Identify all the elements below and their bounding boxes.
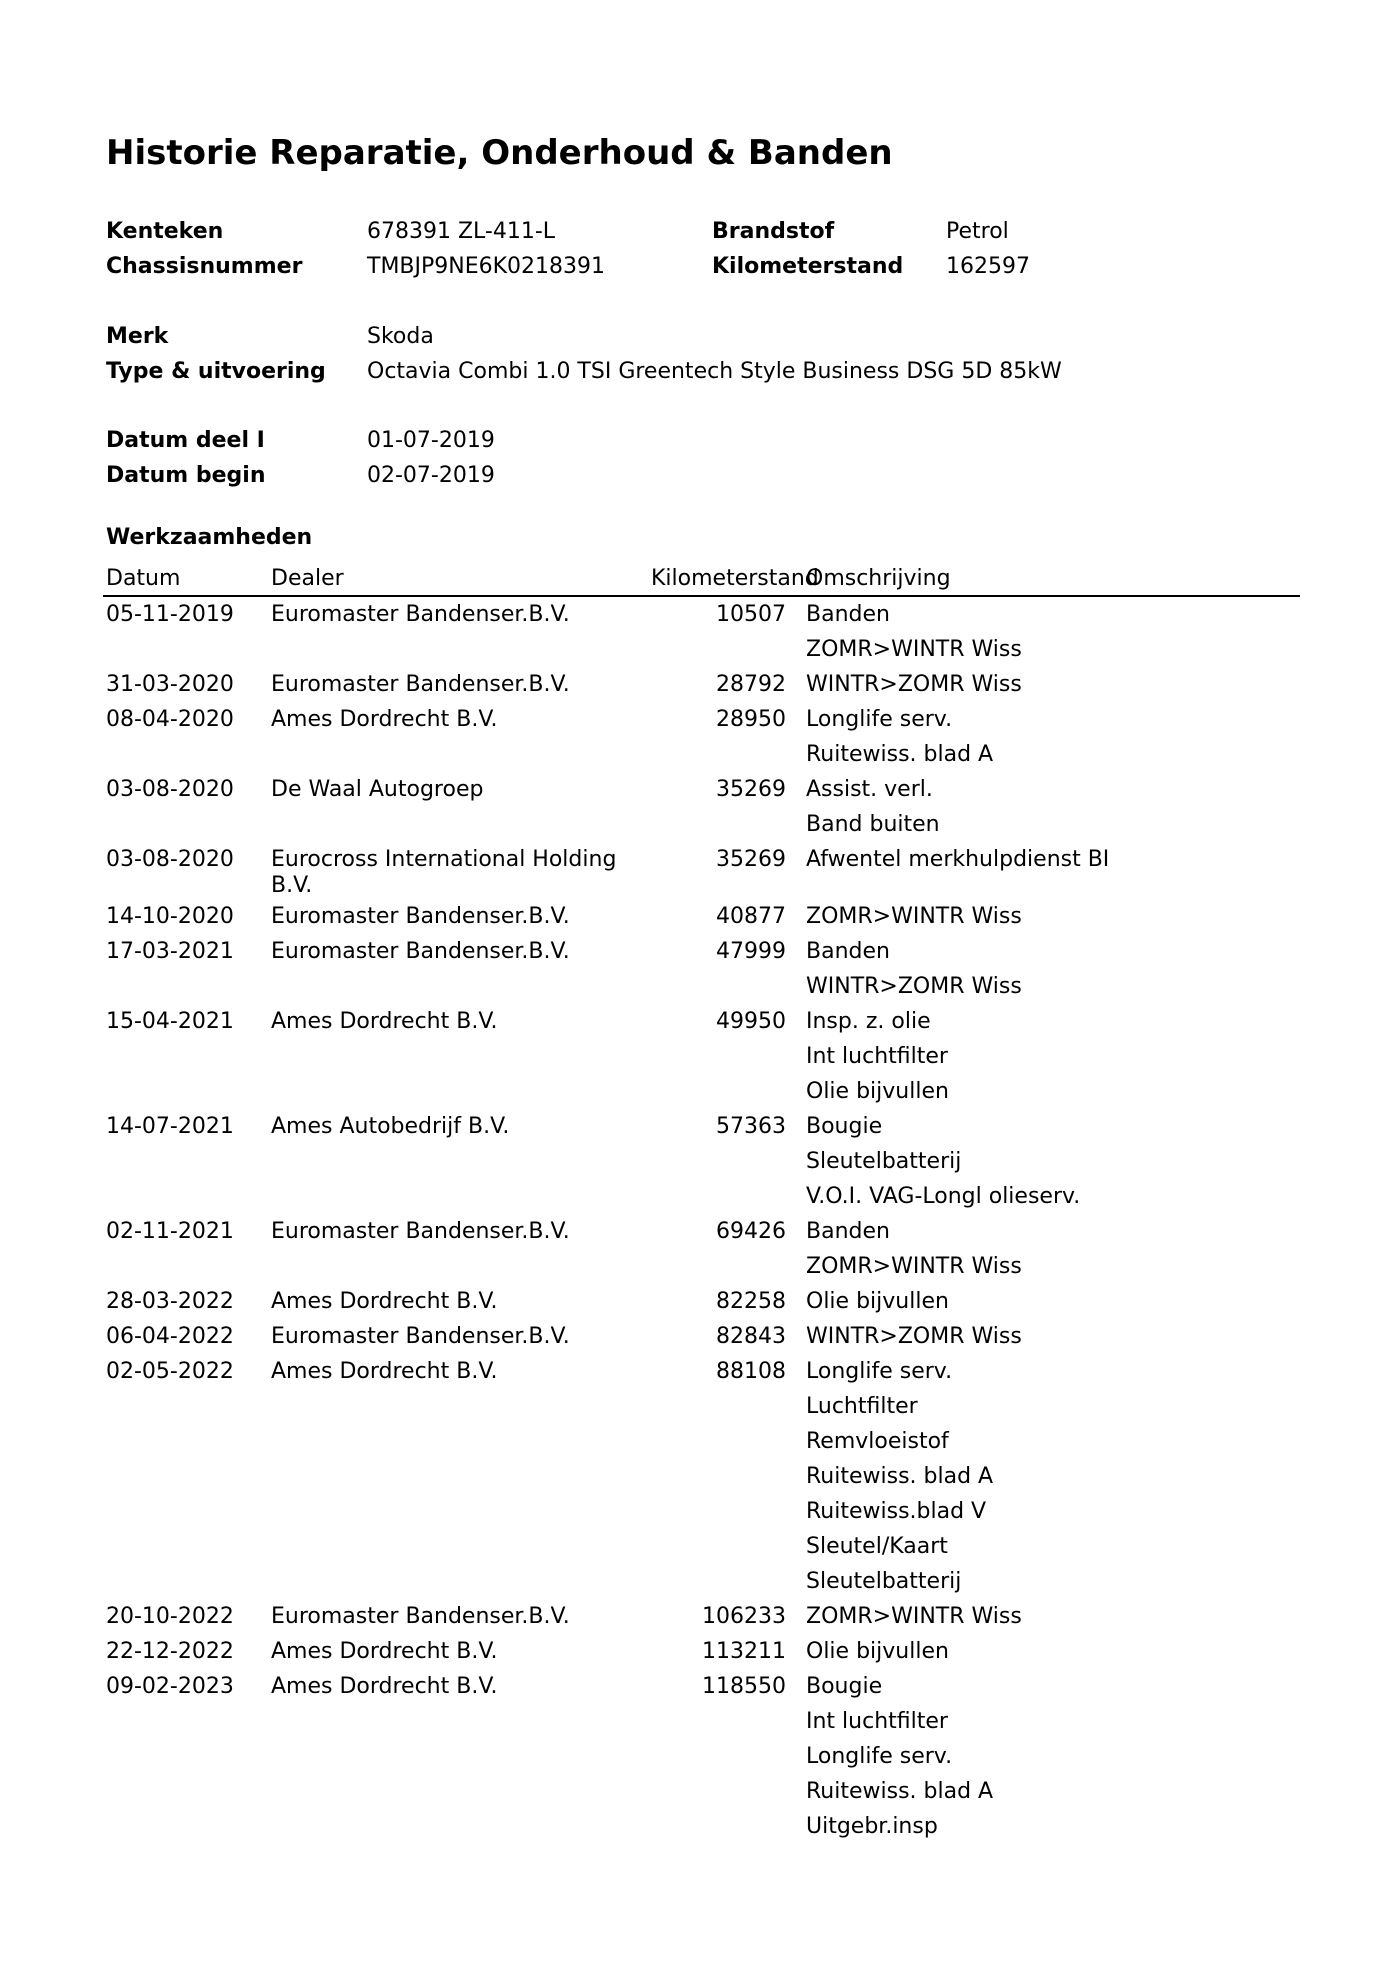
omschrijving-line: ZOMR>WINTR Wiss <box>806 904 1022 929</box>
row-kilometerstand: 113211 <box>702 1639 786 1664</box>
omschrijving-line: Uitgebr.insp <box>806 1814 938 1839</box>
datum-deel-label: Datum deel I <box>106 428 265 453</box>
omschrijving-line: WINTR>ZOMR Wiss <box>806 1324 1022 1349</box>
row-kilometerstand: 82258 <box>716 1289 786 1314</box>
row-kilometerstand: 88108 <box>716 1359 786 1384</box>
row-dealer: De Waal Autogroep <box>271 777 484 802</box>
omschrijving-line: Afwentel merkhulpdienst BI <box>806 847 1110 872</box>
omschrijving-line: Sleutelbatterij <box>806 1149 962 1174</box>
vehicle-model <box>106 319 1062 389</box>
table-row <box>103 1669 1300 1844</box>
omschrijving-line: ZOMR>WINTR Wiss <box>806 1604 1022 1629</box>
row-omschrijving <box>806 702 1300 772</box>
page-title: Historie Reparatie, Onderhoud & Banden <box>106 133 893 173</box>
table-row <box>103 1109 1300 1214</box>
omschrijving-line: Banden <box>806 1219 890 1244</box>
table-row <box>103 702 1300 772</box>
row-date: 09-02-2023 <box>106 1674 234 1699</box>
omschrijving-line: Longlife serv. <box>806 707 953 732</box>
table-row <box>103 1214 1300 1284</box>
row-date: 03-08-2020 <box>106 847 234 872</box>
row-date: 31-03-2020 <box>106 672 234 697</box>
row-dealer: Eurocross International Holding B.V. <box>271 847 617 898</box>
row-dealer: Euromaster Bandenser.B.V. <box>271 939 570 964</box>
row-omschrijving <box>806 597 1300 667</box>
omschrijving-line: Remvloeistof <box>806 1429 949 1454</box>
kilometerstand-label: Kilometerstand <box>712 254 904 279</box>
row-kilometerstand: 47999 <box>716 939 786 964</box>
table-body <box>103 597 1300 1844</box>
omschrijving-line: Sleutelbatterij <box>806 1569 962 1594</box>
omschrijving-line: Ruitewiss. blad A <box>806 1464 994 1489</box>
row-kilometerstand: 28792 <box>716 672 786 697</box>
header-datum: Datum <box>106 565 181 591</box>
header-kilometerstand: Kilometerstand <box>651 565 819 591</box>
table-row <box>103 1284 1300 1319</box>
table-row <box>103 1354 1300 1599</box>
table-row <box>103 597 1300 667</box>
row-kilometerstand: 28950 <box>716 707 786 732</box>
row-kilometerstand: 82843 <box>716 1324 786 1349</box>
row-date: 20-10-2022 <box>106 1604 234 1629</box>
omschrijving-line: WINTR>ZOMR Wiss <box>806 672 1022 697</box>
row-dealer: Ames Dordrecht B.V. <box>271 1359 498 1384</box>
row-dealer: Ames Dordrecht B.V. <box>271 1009 498 1034</box>
merk-label: Merk <box>106 324 169 349</box>
omschrijving-line: Ruitewiss. blad A <box>806 1779 994 1804</box>
row-kilometerstand: 118550 <box>702 1674 786 1699</box>
omschrijving-line: Ruitewiss. blad A <box>806 742 994 767</box>
row-omschrijving <box>806 1354 1300 1599</box>
row-kilometerstand: 57363 <box>716 1114 786 1139</box>
row-dealer: Euromaster Bandenser.B.V. <box>271 1219 570 1244</box>
brandstof-value: Petrol <box>946 219 1009 244</box>
omschrijving-line: Bougie <box>806 1114 883 1139</box>
row-kilometerstand: 10507 <box>716 602 786 627</box>
row-omschrijving <box>806 1284 1300 1319</box>
brandstof-label: Brandstof <box>712 219 835 244</box>
table-header <box>103 561 1300 597</box>
table-row <box>103 934 1300 1004</box>
werkzaamheden-table <box>103 561 1300 1844</box>
row-omschrijving <box>806 1004 1300 1109</box>
table-row <box>103 667 1300 702</box>
omschrijving-line: WINTR>ZOMR Wiss <box>806 974 1022 999</box>
info-row <box>106 214 1030 249</box>
omschrijving-line: Banden <box>806 939 890 964</box>
datum-begin-label: Datum begin <box>106 463 266 488</box>
row-date: 03-08-2020 <box>106 777 234 802</box>
omschrijving-line: Olie bijvullen <box>806 1289 949 1314</box>
row-dealer: Euromaster Bandenser.B.V. <box>271 1324 570 1349</box>
row-kilometerstand: 35269 <box>716 777 786 802</box>
table-row <box>103 1319 1300 1354</box>
info-row <box>106 249 1030 284</box>
werkzaamheden-title: Werkzaamheden <box>106 525 313 550</box>
table-row <box>103 1634 1300 1669</box>
omschrijving-line: Olie bijvullen <box>806 1639 949 1664</box>
row-date: 02-05-2022 <box>106 1359 234 1384</box>
row-dealer: Euromaster Bandenser.B.V. <box>271 1604 570 1629</box>
row-dealer: Ames Dordrecht B.V. <box>271 1674 498 1699</box>
omschrijving-line: Olie bijvullen <box>806 1079 949 1104</box>
vehicle-dates <box>106 423 495 493</box>
row-date: 06-04-2022 <box>106 1324 234 1349</box>
row-date: 05-11-2019 <box>106 602 234 627</box>
row-omschrijving <box>806 1109 1300 1214</box>
omschrijving-line: Banden <box>806 602 890 627</box>
row-omschrijving <box>806 842 1300 877</box>
row-date: 14-10-2020 <box>106 904 234 929</box>
row-date: 02-11-2021 <box>106 1219 234 1244</box>
header-dealer: Dealer <box>271 565 344 591</box>
omschrijving-line: Int luchtfilter <box>806 1044 948 1069</box>
row-date: 28-03-2022 <box>106 1289 234 1314</box>
omschrijving-line: ZOMR>WINTR Wiss <box>806 637 1022 662</box>
type-value: Octavia Combi 1.0 TSI Greentech Style Business DSG 5D 85kW <box>367 359 1062 384</box>
row-kilometerstand: 49950 <box>716 1009 786 1034</box>
omschrijving-line: V.O.I. VAG-Longl olieserv. <box>806 1184 1081 1209</box>
row-dealer: Ames Dordrecht B.V. <box>271 707 498 732</box>
row-omschrijving <box>806 1319 1300 1354</box>
omschrijving-line: Assist. verl. <box>806 777 933 802</box>
table-row <box>103 1599 1300 1634</box>
row-kilometerstand: 40877 <box>716 904 786 929</box>
datum-begin-value: 02-07-2019 <box>367 463 495 488</box>
row-kilometerstand: 106233 <box>702 1604 786 1629</box>
row-omschrijving <box>806 934 1300 1004</box>
merk-value: Skoda <box>367 324 434 349</box>
row-dealer: Ames Dordrecht B.V. <box>271 1639 498 1664</box>
omschrijving-line: Longlife serv. <box>806 1359 953 1384</box>
chassis-value: TMBJP9NE6K0218391 <box>367 254 606 279</box>
row-dealer: Ames Autobedrijf B.V. <box>271 1114 510 1139</box>
row-omschrijving <box>806 1214 1300 1284</box>
table-row <box>103 842 1300 899</box>
info-row <box>106 354 1062 389</box>
table-row <box>103 1004 1300 1109</box>
type-label: Type & uitvoering <box>106 359 326 384</box>
vehicle-ids <box>106 214 1030 284</box>
row-date: 17-03-2021 <box>106 939 234 964</box>
kilometerstand-value: 162597 <box>946 254 1030 279</box>
table-row <box>103 772 1300 842</box>
row-date: 15-04-2021 <box>106 1009 234 1034</box>
row-dealer: Ames Dordrecht B.V. <box>271 1289 498 1314</box>
row-omschrijving <box>806 1634 1300 1669</box>
omschrijving-line: Luchtfilter <box>806 1394 918 1419</box>
kenteken-label: Kenteken <box>106 219 224 244</box>
omschrijving-line: Longlife serv. <box>806 1744 953 1769</box>
omschrijving-line: Bougie <box>806 1674 883 1699</box>
table-row <box>103 899 1300 934</box>
row-date: 22-12-2022 <box>106 1639 234 1664</box>
row-omschrijving <box>806 1599 1300 1634</box>
row-date: 14-07-2021 <box>106 1114 234 1139</box>
omschrijving-line: Insp. z. olie <box>806 1009 931 1034</box>
row-omschrijving <box>806 772 1300 842</box>
row-omschrijving <box>806 1669 1300 1844</box>
kenteken-value: 678391 ZL-411-L <box>367 219 556 244</box>
datum-deel-value: 01-07-2019 <box>367 428 495 453</box>
row-omschrijving <box>806 667 1300 702</box>
omschrijving-line: Ruitewiss.blad V <box>806 1499 987 1524</box>
info-row <box>106 319 1062 354</box>
info-row <box>106 423 495 458</box>
info-row <box>106 458 495 493</box>
row-dealer: Euromaster Bandenser.B.V. <box>271 602 570 627</box>
row-dealer: Euromaster Bandenser.B.V. <box>271 904 570 929</box>
row-omschrijving <box>806 899 1300 934</box>
chassis-label: Chassisnummer <box>106 254 303 279</box>
omschrijving-line: ZOMR>WINTR Wiss <box>806 1254 1022 1279</box>
row-date: 08-04-2020 <box>106 707 234 732</box>
omschrijving-line: Sleutel/Kaart <box>806 1534 948 1559</box>
omschrijving-line: Band buiten <box>806 812 940 837</box>
row-kilometerstand: 35269 <box>716 847 786 872</box>
omschrijving-line: Int luchtfilter <box>806 1709 948 1734</box>
row-kilometerstand: 69426 <box>716 1219 786 1244</box>
header-omschrijving: Omschrijving <box>806 565 951 591</box>
row-dealer: Euromaster Bandenser.B.V. <box>271 672 570 697</box>
